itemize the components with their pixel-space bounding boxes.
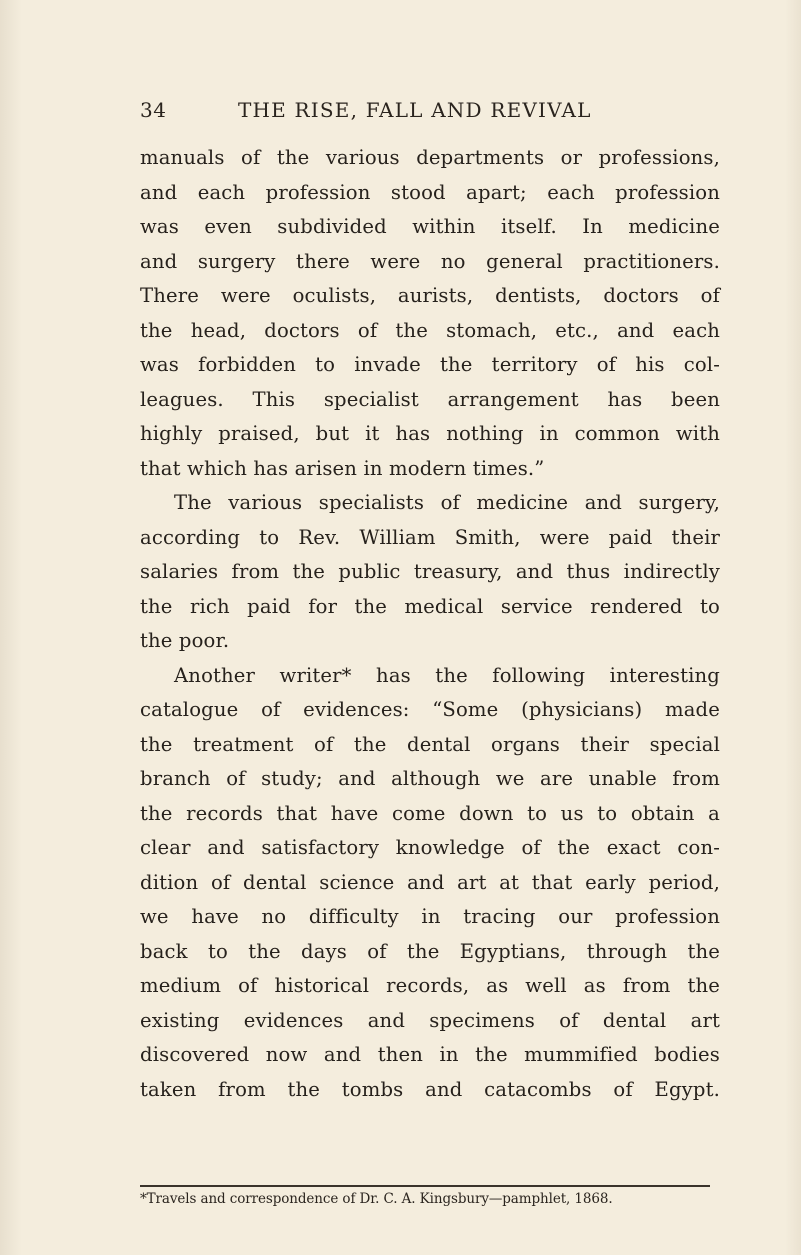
text-line: clear and satisfactory knowledge of the exact con- <box>140 836 720 859</box>
text-line: highly praised, but it has nothing in common with <box>140 422 720 445</box>
text-line: existing evidences and specimens of dental art <box>140 1008 720 1032</box>
text-line: There were oculists, aurists, dentists, doctors of <box>140 284 720 307</box>
footnote-rule <box>140 1185 710 1187</box>
text-line: taken from the tombs and catacombs of Egypt. <box>140 1077 720 1101</box>
text-line: and each profession stood apart; each profession <box>140 180 720 204</box>
text-line: medium of historical records, as well as from the <box>140 974 720 997</box>
text-line: Another writer* has the following interesting <box>174 663 720 687</box>
text-line: was even subdivided within itself. In medicine <box>140 215 720 238</box>
body-text <box>140 141 720 1107</box>
text-line: the records that have come down to us to obtain a <box>140 801 720 825</box>
text-line: salaries from the public treasury, and thus indirectly <box>140 560 720 583</box>
text-line: catalogue of evidences: “Some (physicians) made <box>140 698 720 721</box>
text-line: The various specialists of medicine and surgery, <box>174 491 720 514</box>
text-line: leagues. This specialist arrangement has been <box>140 387 720 411</box>
text-line: dition of dental science and art at that early period, <box>140 870 720 894</box>
running-head <box>140 98 700 128</box>
text-line: according to Rev. William Smith, were paid their <box>140 525 720 549</box>
text-line: we have no difficulty in tracing our profession <box>140 905 720 928</box>
text-line: was forbidden to invade the territory of his col- <box>140 353 720 376</box>
text-line: that which has arisen in modern times.” <box>140 456 545 480</box>
text-line: branch of study; and although we are unable from <box>140 767 720 790</box>
text-line: manuals of the various departments or professions, <box>140 146 720 169</box>
text-line: the poor. <box>140 629 230 652</box>
running-title: THE RISE, FALL AND REVIVAL <box>238 98 592 122</box>
footnote: *Travels and correspondence of Dr. C. A. Kingsbury—pamphlet, 1868. <box>140 1191 613 1207</box>
text-line: the treatment of the dental organs their special <box>140 732 720 756</box>
page-number: 34 <box>140 98 167 122</box>
text-line: and surgery there were no general practitioners. <box>140 249 720 273</box>
text-line: back to the days of the Egyptians, through the <box>140 939 720 963</box>
text-line: the head, doctors of the stomach, etc., and each <box>140 318 720 342</box>
text-line: discovered now and then in the mummified bodies <box>140 1043 720 1066</box>
text-line: the rich paid for the medical service rendered to <box>140 594 720 618</box>
